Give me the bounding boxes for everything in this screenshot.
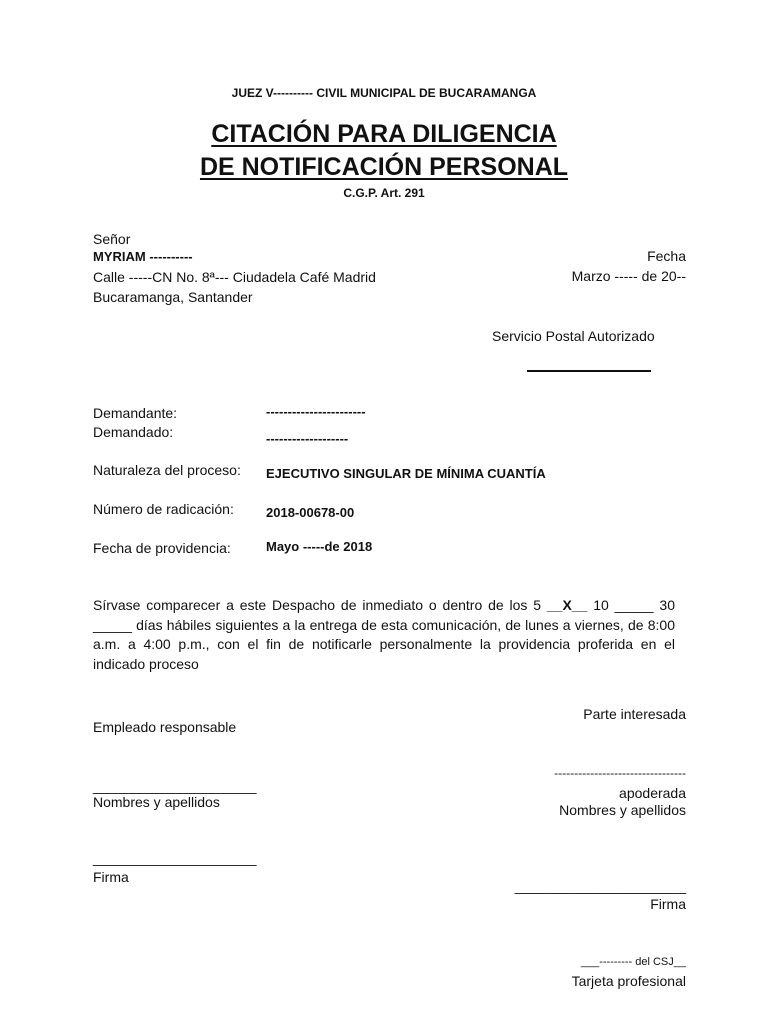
providencia-value: Mayo -----de 2018: [266, 539, 373, 554]
demandado-value: -------------------: [266, 431, 349, 446]
interested-party-firma-line: ______________________: [514, 878, 686, 894]
employee-firma-line: _____________________: [93, 850, 257, 866]
professional-card-label: Tarjeta profesional: [571, 973, 686, 989]
interested-party-dash-line: ---------------------------------: [554, 766, 686, 780]
interested-party-label: Parte interesada: [583, 706, 686, 722]
recipient-city: Bucaramanga, Santander: [93, 289, 253, 305]
demandante-label: Demandante:: [93, 405, 178, 421]
court-name: JUEZ V---------- CIVIL MUNICIPAL DE BUCARAMANGA: [231, 86, 537, 100]
demandado-label: Demandado:: [93, 424, 174, 440]
document-title-line2: DE NOTIFICACIÓN PERSONAL: [199, 153, 569, 181]
postal-service-signature-line: [527, 370, 651, 372]
salutation: Señor: [93, 231, 131, 247]
summons-paragraph: [93, 596, 675, 674]
providencia-label: Fecha de providencia:: [93, 540, 231, 556]
radicacion-value: 2018-00678-00: [266, 505, 355, 520]
naturaleza-value: EJECUTIVO SINGULAR DE MÍNIMA CUANTÍA: [266, 466, 546, 481]
postal-service-label: Servicio Postal Autorizado: [492, 328, 655, 344]
date-label: Fecha: [647, 248, 686, 264]
legal-article: C.G.P. Art. 291: [343, 186, 425, 200]
document-title-line1: CITACIÓN PARA DILIGENCIA: [211, 120, 557, 148]
employee-responsible-label: Empleado responsable: [93, 719, 237, 735]
radicacion-label: Número de radicación:: [93, 501, 234, 517]
demandante-value: -----------------------: [266, 404, 366, 419]
recipient-address: Calle -----CN No. 8ª--- Ciudadela Café Madrid: [93, 269, 376, 285]
summons-text-part2: 10 _____ 30 _____ días hábiles siguientes a la entrega de esta comunicación, de lunes a viernes, de 8:00 a.m. a 4:00 p.m., con el fin de notificarle personalmente la providencia proferida en el indicado proceso: [93, 597, 676, 672]
interested-party-firma-label: Firma: [650, 896, 686, 912]
date-value: Marzo ----- de 20--: [571, 268, 686, 284]
naturaleza-label: Naturaleza del proceso:: [93, 462, 241, 478]
employee-firma-label: Firma: [93, 869, 129, 885]
summons-text-part1: Sírvase comparecer a este Despacho de inmediato o dentro de los 5: [93, 597, 547, 613]
csj-line: ___--------- del CSJ__: [580, 956, 686, 968]
apoderada-label: apoderada: [619, 785, 686, 801]
employee-name-label: Nombres y apellidos: [93, 794, 220, 810]
employee-signature-line: _____________________: [93, 778, 257, 794]
interested-party-name-label: Nombres y apellidos: [559, 802, 686, 818]
recipient-name: MYRIAM ----------: [93, 249, 193, 264]
days-selection-mark: __X__: [546, 597, 588, 613]
